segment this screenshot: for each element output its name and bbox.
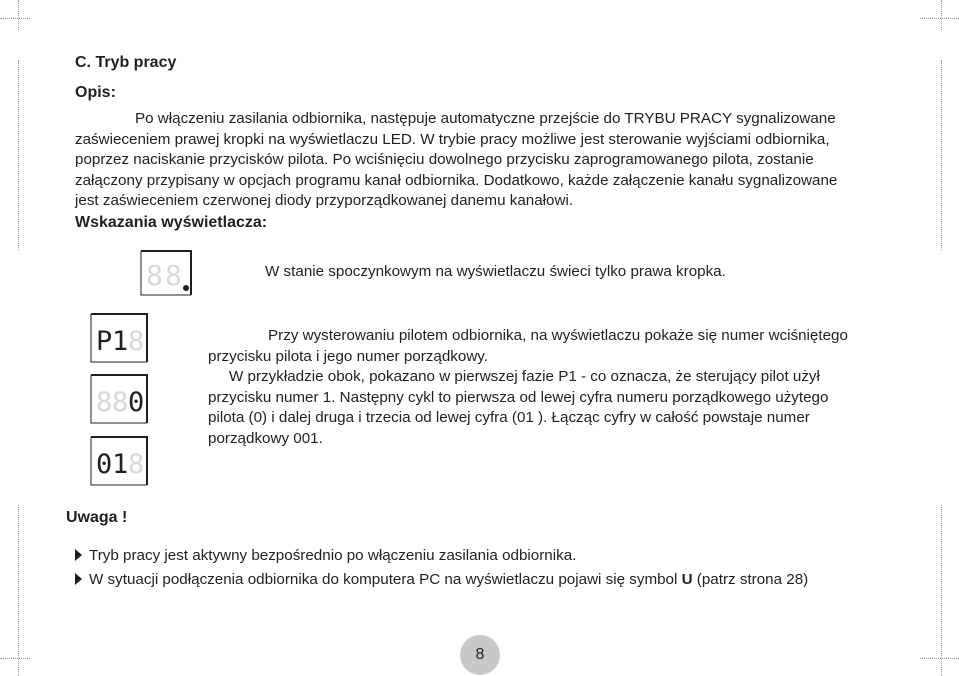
- led-display-phase1: [90, 313, 150, 368]
- note-item: [75, 543, 808, 567]
- led-display-rest: [140, 250, 195, 301]
- led-digit: 8: [165, 259, 182, 292]
- crop-mark: [18, 505, 19, 676]
- description-line: załączony przypisany w opcjach programu kanał odbiornika. Dodatkowo, każde załączenie kanału sygnalizowane: [75, 171, 838, 189]
- led-dot-icon: [183, 285, 189, 291]
- display-section-title: Wskazania wyświetlacza:: [75, 214, 268, 231]
- warning-notes: [75, 543, 808, 591]
- led-digit: 8: [146, 259, 163, 292]
- page-number-text: 8: [475, 646, 485, 663]
- example-line: przycisku numer 1. Następny cykl to pierwsza od lewej cyfra numeru porządkowego użytego: [208, 388, 829, 406]
- led-display-phase2: [90, 374, 150, 429]
- led-display-phase3: [90, 436, 150, 491]
- led-digit: 1: [112, 326, 129, 357]
- page-number: [460, 635, 500, 675]
- symbol-u: U: [681, 570, 693, 588]
- description-line: Po włączeniu zasilania odbiornika, następuje automatyczne przejście do TRYBU PRACY sygnalizowane: [135, 110, 836, 127]
- led-digit: 8: [128, 326, 145, 357]
- crop-mark: [0, 658, 30, 659]
- rest-state-text: W stanie spoczynkowym na wyświetlaczu świeci tylko prawa kropka.: [265, 263, 726, 280]
- example-line: przycisku pilota i jego numer porządkowy.: [208, 347, 488, 365]
- note-text: W sytuacji podłączenia odbiornika do komputera PC na wyświetlaczu pojawi się symbol U (patrz strona 28): [89, 570, 809, 588]
- crop-mark: [941, 505, 942, 676]
- led-digit: 8: [96, 387, 113, 418]
- crop-mark: [18, 60, 19, 250]
- crop-mark: [941, 60, 942, 250]
- led-digit: 0: [96, 449, 113, 480]
- crop-mark: [920, 658, 959, 659]
- example-line: pilota (0) i dalej druga i trzecia od lewej cyfra (01 ). Łącząc cyfry w całość powstaje numer: [208, 409, 810, 426]
- led-digit: P: [96, 326, 113, 357]
- led-digit: 0: [128, 387, 145, 418]
- example-line: W przykładzie obok, pokazano w pierwszej fazie P1 - co oznacza, że sterujący pilot użył: [229, 368, 820, 385]
- arrow-right-icon: [75, 549, 82, 561]
- example-line: Przy wysterowaniu pilotem odbiornika, na wyświetlaczu pokaże się numer wciśniętego: [268, 327, 848, 344]
- crop-mark: [0, 18, 30, 19]
- example-paragraph: [208, 326, 928, 449]
- crop-mark: [18, 0, 19, 30]
- led-digit: 8: [112, 387, 129, 418]
- crop-mark: [941, 0, 942, 30]
- description-paragraph: [75, 109, 915, 212]
- description-line: poprzez naciskanie przycisków pilota. Po wciśnięciu dowolnego przycisku zaprogramowanego pilota, zostanie: [75, 151, 814, 168]
- led-digit: 1: [112, 449, 129, 480]
- note-text: Tryb pracy jest aktywny bezpośrednio po włączeniu zasilania odbiornika.: [89, 546, 577, 564]
- description-label: Opis:: [75, 84, 116, 101]
- warning-title: Uwaga !: [66, 509, 128, 526]
- crop-mark: [920, 18, 959, 19]
- description-line: jest zaświeceniem czerwonej diody przyporządkowanej danemu kanałowi.: [75, 192, 574, 209]
- led-digit: 8: [128, 449, 145, 480]
- description-line: zaświeceniem prawej kropki na wyświetlaczu LED. W trybie pracy możliwe jest sterowanie wyjściami odbiornika,: [75, 130, 830, 148]
- section-title: C. Tryb pracy: [75, 54, 177, 71]
- example-line: porządkowy 001.: [208, 429, 323, 447]
- note-item: [75, 567, 808, 591]
- arrow-right-icon: [75, 573, 82, 585]
